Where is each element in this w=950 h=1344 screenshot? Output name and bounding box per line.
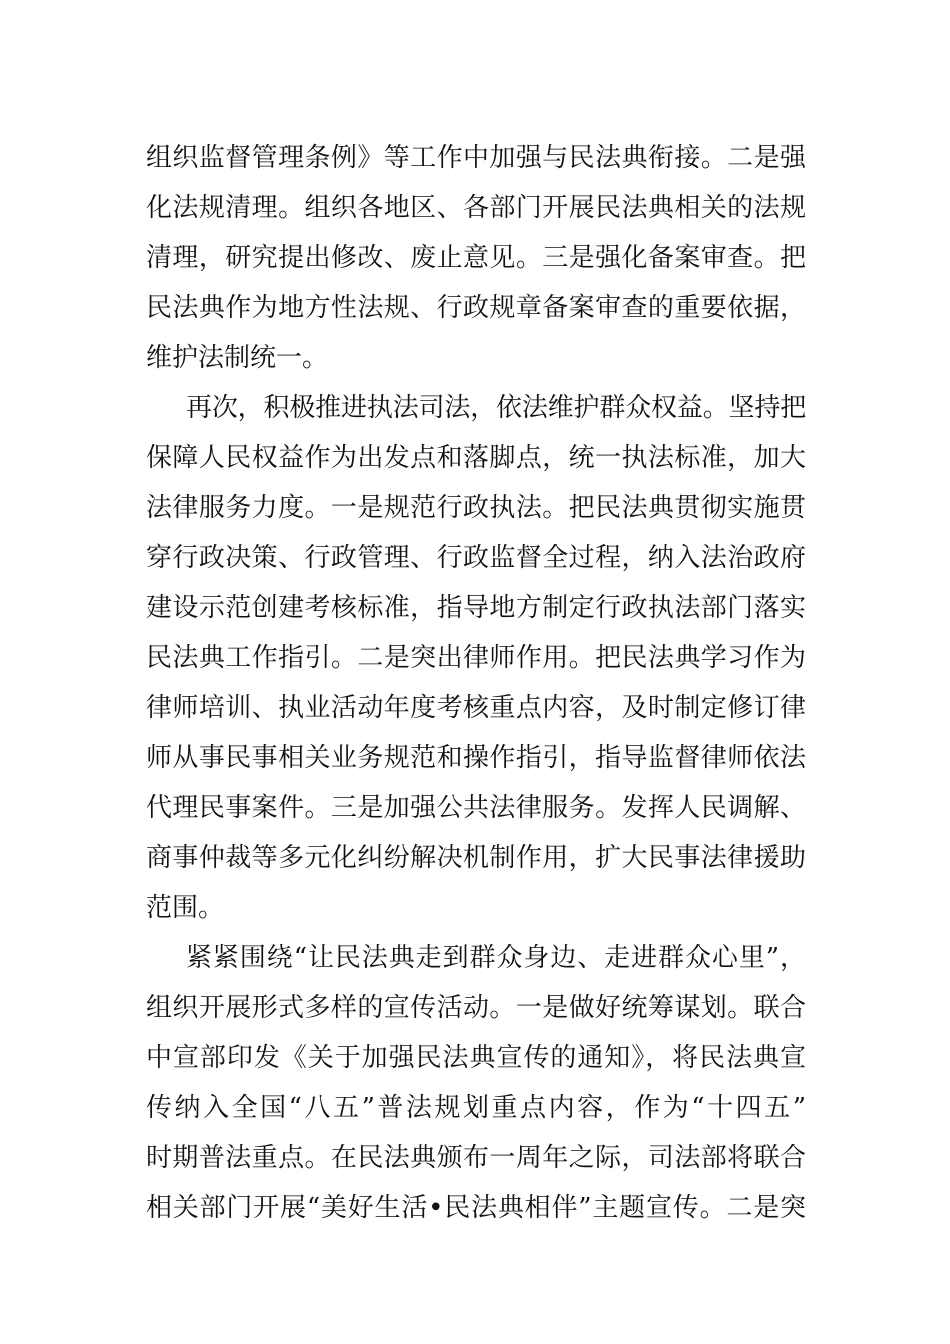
text-line: 清理，研究提出修改、废止意见。三是强化备案审查。把: [146, 243, 806, 273]
text-line: 律师培训、执业活动年度考核重点内容，及时制定修订律: [146, 693, 806, 723]
paragraph-first-line: 紧紧围绕“让民法典走到群众身边、走进群众心里”，: [186, 943, 806, 973]
text-line: 中宣部印发《关于加强民法典宣传的通知》，将民法典宣: [146, 1043, 806, 1073]
text-line: 商事仲裁等多元化纠纷解决机制作用，扩大民事法律援助: [146, 843, 806, 873]
text-line: 维护法制统一。: [146, 343, 329, 373]
text-line: 代理民事案件。三是加强公共法律服务。发挥人民调解、: [146, 793, 806, 823]
text-line: 化法规清理。组织各地区、各部门开展民法典相关的法规: [146, 193, 806, 223]
text-line: 组织开展形式多样的宣传活动。一是做好统筹谋划。联合: [146, 993, 806, 1023]
body-text: [146, 133, 806, 1233]
text-line: 范围。: [146, 893, 225, 923]
text-line: 时期普法重点。在民法典颁布一周年之际，司法部将联合: [146, 1143, 806, 1173]
text-line: 民法典作为地方性法规、行政规章备案审查的重要依据，: [146, 293, 806, 323]
text-line: 传纳入全国“八五”普法规划重点内容，作为“十四五”: [146, 1093, 806, 1123]
text-line: 穿行政决策、行政管理、行政监督全过程，纳入法治政府: [146, 543, 806, 573]
text-line: 保障人民权益作为出发点和落脚点，统一执法标准，加大: [146, 443, 806, 473]
text-line: 法律服务力度。一是规范行政执法。把民法典贯彻实施贯: [146, 493, 806, 523]
text-line: 师从事民事相关业务规范和操作指引，指导监督律师依法: [146, 743, 806, 773]
text-line: 组织监督管理条例》等工作中加强与民法典衔接。二是强: [146, 143, 806, 173]
text-line: 相关部门开展“美好生活•民法典相伴”主题宣传。二是突: [146, 1193, 806, 1223]
text-line: 民法典工作指引。二是突出律师作用。把民法典学习作为: [146, 643, 806, 673]
paragraph-first-line: 再次，积极推进执法司法，依法维护群众权益。坚持把: [186, 393, 806, 423]
text-line: 建设示范创建考核标准，指导地方制定行政执法部门落实: [146, 593, 806, 623]
